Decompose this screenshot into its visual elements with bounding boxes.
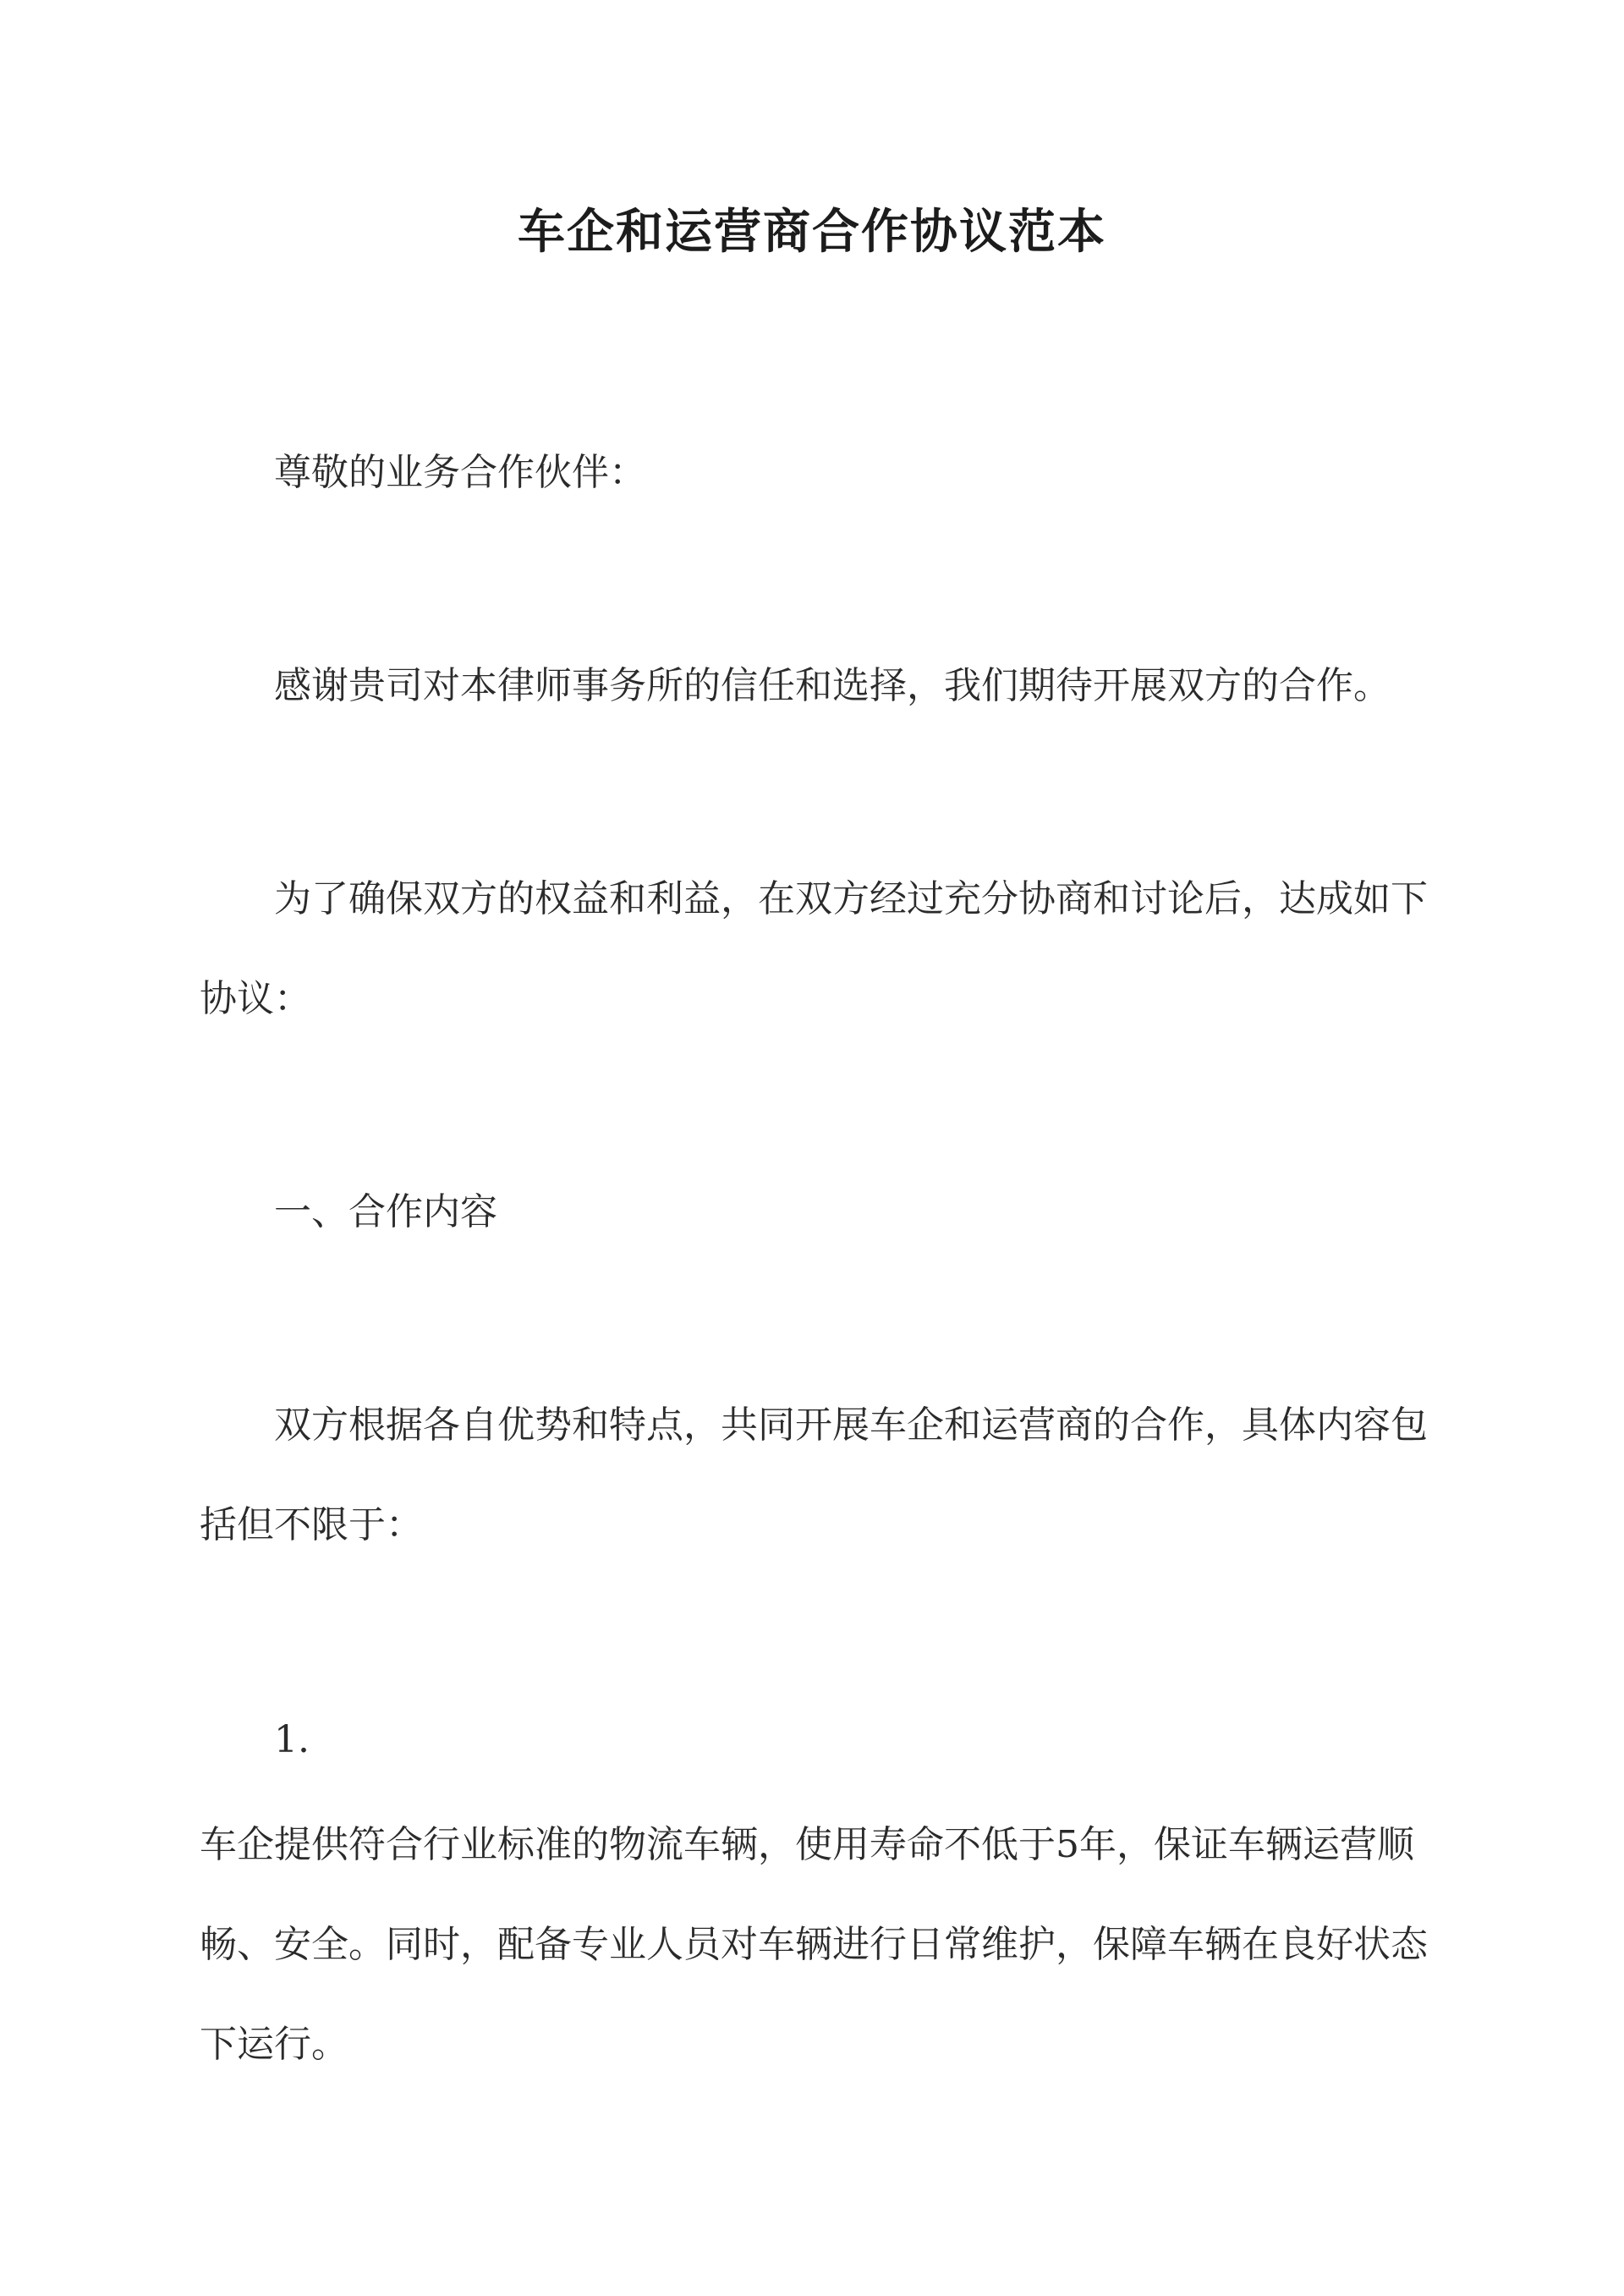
section-heading-cooperation-content: 一、合作内容 [274,1190,497,1233]
salutation: 尊敬的业务合作伙伴： [274,451,646,494]
paragraph-thanks: 感谢贵司对本律师事务所的信任和选择，我们期待开展双方的合作。 [274,664,1391,707]
document-title: 车企和运营商合作协议范本 [518,204,1106,260]
list-item-text: 车企提供符合行业标准的物流车辆，使用寿命不低于5年，保证车辆运营顺畅、安全。同时，配备专业人员对车辆进行日常维护，保障车辆在良好状态下运行。 [200,1823,1428,2066]
list-item-number: 1. [274,1718,310,1761]
paragraph-intro: 为了确保双方的权益和利益，在双方经过充分协商和讨论后，达成如下协议： [200,877,1428,1020]
paragraph-section-1: 双方根据各自优势和特点，共同开展车企和运营商的合作，具体内容包括但不限于： [200,1403,1428,1546]
